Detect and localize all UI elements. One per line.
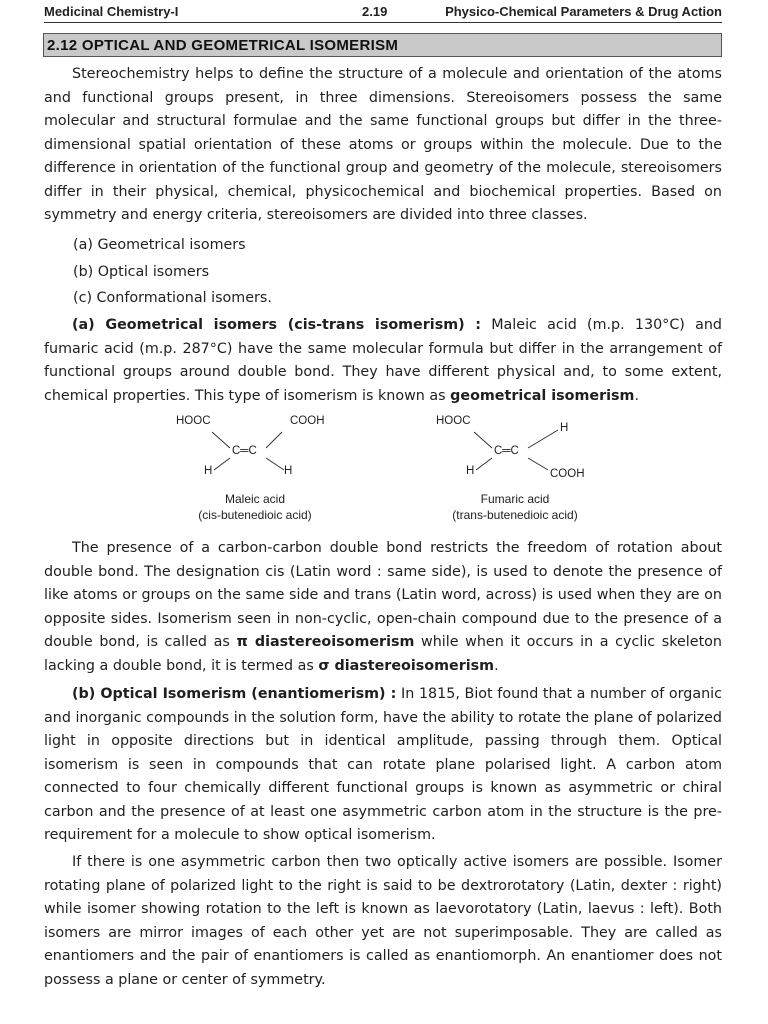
geometrical-text: Maleic acid (m.p. 130°C) and fumaric acid (m.p. 287°C) have the same molecular formula but differ in the arrangement of functional groups around double bond. They have different physical and, to some extent, chemical properties. This type of isomerism is known as [44,317,722,404]
header-book-title: Medicinal Chemistry-I [44,4,179,19]
maleic-acid-structure [170,414,340,484]
maleic-bottom-right-group: H [284,465,293,477]
geometrical-paragraph-block [44,314,722,408]
maleic-iupac-name: (cis-butenedioic acid) [198,508,312,522]
geometrical-term: geometrical isomerism [450,387,635,404]
maleic-bottom-left-group: H [204,465,213,477]
maleic-top-left-group: HOOC [176,415,211,427]
optical-paragraph-block [44,683,722,848]
running-header [44,2,722,23]
fumaric-top-left-group: HOOC [436,415,471,427]
header-page-number: 2.19 [362,4,388,19]
cis-trans-paragraph [44,537,722,678]
header-chapter-title: Physico-Chemical Parameters & Drug Action [445,4,722,19]
intro-paragraph-block [44,63,722,228]
asymmetric-paragraph-block [44,851,722,992]
fumaric-acid-structure [432,414,612,484]
fumaric-iupac-name: (trans-butenedioic acid) [452,508,578,522]
cis-trans-middle: while when it occurs in a cyclic skeleton lacking a double bond, it is termed as [44,634,722,674]
optical-paragraph [44,683,722,848]
list-item: (a) Geometrical isomers [73,237,246,253]
cis-trans-text: The presence of a carbon-carbon double bond restricts the freedom of rotation about double bond. The designation cis (Latin word : same side), is used to denote the presence of like atoms or groups on the same side and trans (Latin word, across) is used when they are on opposite sides. Isomerism seen in non-cyclic, open-chain compound due to the presence of a double bond, is called as [44,540,722,650]
intro-paragraph: Stereochemistry helps to define the structure of a molecule and orientation of the atoms and functional groups present, in three dimensions. Stereoisomers possess the same molecular and structural formulae and the same functional groups but differ in the three-dimensional spatial orientation of these atoms or groups within the molecule. Due to the difference in orientation of the functional group and geometry of the molecule, stereoisomers differ in their physical, chemical, physicochemical and biochemical properties. Based on symmetry and energy criteria, stereoisomers are divided into three classes. [44,66,722,223]
cis-trans-end: . [494,657,499,674]
geometrical-heading: (a) Geometrical isomers (cis-trans isomerism) : [72,317,481,333]
geometrical-paragraph [44,314,722,408]
fumaric-double-bond: C═C [494,445,519,457]
fumaric-name: Fumaric acid [480,492,550,506]
fumaric-bottom-left-group: H [466,465,475,477]
sigma-diastereoisomerism-term: σ diastereoisomerism [318,657,495,674]
pi-diastereoisomerism-term: π diastereoisomerism [236,634,415,650]
asymmetric-paragraph: If there is one asymmetric carbon then two optically active isomers are possible. Isomer rotating plane of polarized light to the right is said to be dextrorotatory (Latin, dexter : right) while isomer showing rotation to the left is known as laevorotatory (Latin, laevus : left). Both isomers are mirror images of each other yet are not superimposable. They are called as enantiomers and the pair of enantiomers is called as enantiomorph. An enantiomer does not possess a plane or center of symmetry. [44,854,722,988]
maleic-name: Maleic acid [224,492,286,506]
section-title: 2.12 OPTICAL AND GEOMETRICAL ISOMERISM [47,37,399,54]
fumaric-top-right-group: H [560,422,569,434]
section-heading-bar [43,33,722,57]
optical-heading: (b) Optical Isomerism (enantiomerism) : [72,686,397,702]
stereoisomer-class-list [73,232,272,312]
fumaric-bottom-right-group: COOH [550,468,585,480]
fumaric-caption [425,491,605,523]
list-item: (b) Optical isomers [73,263,210,280]
maleic-top-right-group: COOH [290,415,325,427]
geometrical-end: . [634,387,640,404]
maleic-caption [165,491,345,523]
maleic-double-bond: C═C [232,445,257,457]
optical-text: In 1815, Biot found that a number of organic and inorganic compounds in the solution form, have the ability to rotate the plane of polarized light in opposite directions but in identical amplitude, passing through them. Optical isomerism is seen in compounds that can rotate plane polarised light. A carbon atom connected to four chemically different functional groups is known as asymmetric or chiral carbon and the presence of at least one asymmetric carbon atom in the structure is the pre-requirement for a molecule to show optical isomerism. [44,686,722,843]
list-item: (c) Conformational isomers. [73,290,272,307]
cis-trans-paragraph-block [44,537,722,678]
